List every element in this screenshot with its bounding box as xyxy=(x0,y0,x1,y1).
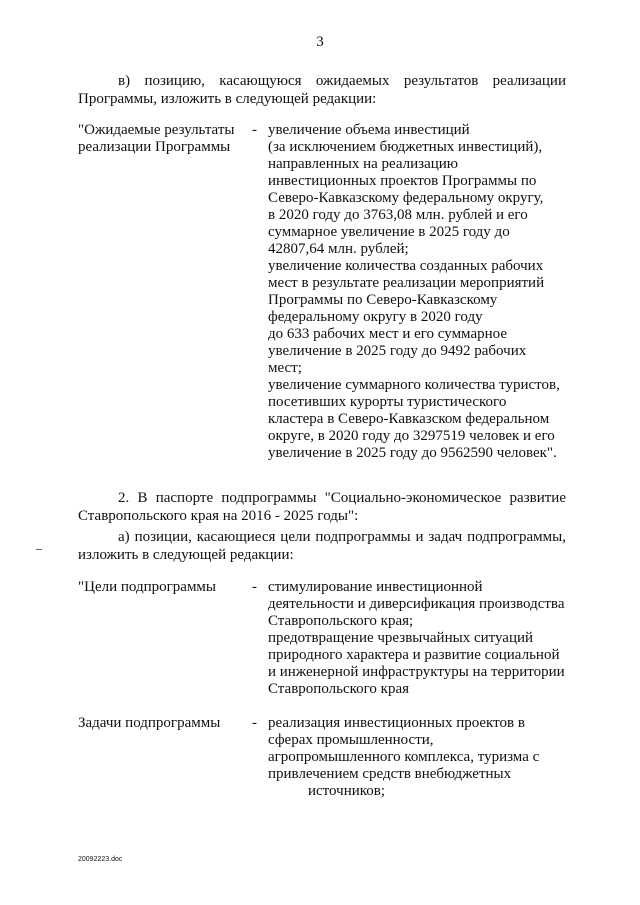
value-line: увеличение в 2025 году до 9492 рабочих xyxy=(268,343,527,359)
value-line: увеличение в 2025 году до 9562590 человек". xyxy=(268,445,557,461)
paragraph-v xyxy=(78,72,566,108)
value-line: деятельности и диверсификация производства xyxy=(268,596,565,612)
dash-separator: - xyxy=(252,122,257,138)
block-value xyxy=(268,715,578,800)
value-line: источников; xyxy=(308,783,386,799)
value-line: природного характера и развитие социальной xyxy=(268,647,560,663)
page-number: 3 xyxy=(316,34,324,50)
value-line: сферах промышленности, xyxy=(268,732,434,748)
paragraph-line: а) позиции, касающиеся цели подпрограммы и задач подпрограммы, xyxy=(118,529,566,545)
block-value xyxy=(268,122,578,462)
value-line: реализация инвестиционных проектов в xyxy=(268,715,525,731)
value-line: кластера в Северо-Кавказском федеральном xyxy=(268,411,550,427)
value-line: Северо-Кавказскому федеральному округу, xyxy=(268,190,544,206)
label-line: "Цели подпрограммы xyxy=(78,579,217,595)
goals-block xyxy=(78,579,578,704)
value-line: мест; xyxy=(268,360,302,376)
label-line: реализации Программы xyxy=(78,139,231,155)
value-line: федеральному округу в 2020 году xyxy=(268,309,483,325)
file-code-footer: 20092223.doc xyxy=(78,856,123,863)
dash-separator: - xyxy=(252,715,257,731)
label-line: Задачи подпрограммы xyxy=(78,715,221,731)
value-line: до 633 рабочих мест и его суммарное xyxy=(268,326,507,342)
block-label xyxy=(78,715,248,732)
value-line: инвестиционных проектов Программы по xyxy=(268,173,537,189)
value-line: привлечением средств внебюджетных xyxy=(268,766,512,782)
value-line: увеличение объема инвестиций xyxy=(268,122,470,138)
paragraph-line: в) позицию, касающуюся ожидаемых результатов реализации xyxy=(118,73,566,89)
value-line: агропромышленного комплекса, туризма с xyxy=(268,749,540,765)
block-label xyxy=(78,122,248,156)
dash-separator: - xyxy=(252,579,257,595)
paragraph-line: Программы, изложить в следующей редакции: xyxy=(78,91,377,107)
paragraph-a xyxy=(78,528,566,564)
paragraph-2 xyxy=(78,489,566,525)
value-line: 42807,64 млн. рублей; xyxy=(268,241,409,257)
value-line: в 2020 году до 3763,08 млн. рублей и его xyxy=(268,207,528,223)
value-line: увеличение количества созданных рабочих xyxy=(268,258,544,274)
value-line: и инженерной инфраструктуры на территории xyxy=(268,664,565,680)
value-line: предотвращение чрезвычайных ситуаций xyxy=(268,630,534,646)
label-line: "Ожидаемые результаты xyxy=(78,122,235,138)
paragraph-line: 2. В паспорте подпрограммы "Социально-экономическое развитие xyxy=(118,490,566,506)
paragraph-line: Ставропольского края на 2016 - 2025 годы": xyxy=(78,508,359,524)
value-line: округе, в 2020 году до 3297519 человек и его xyxy=(268,428,555,444)
value-line: стимулирование инвестиционной xyxy=(268,579,483,595)
block-value xyxy=(268,579,578,698)
value-line: посетивших курорты туристического xyxy=(268,394,507,410)
value-line: (за исключением бюджетных инвестиций), xyxy=(268,139,543,155)
value-line: Ставропольского края; xyxy=(268,613,414,629)
tasks-block xyxy=(78,715,578,805)
value-line: увеличение суммарного количества туристов, xyxy=(268,377,560,393)
margin-mark xyxy=(36,549,42,550)
value-line: суммарное увеличение в 2025 году до xyxy=(268,224,510,240)
paragraph-line: изложить в следующей редакции: xyxy=(78,547,294,563)
value-line: Ставропольского края xyxy=(268,681,409,697)
value-line: Программы по Северо-Кавказскому xyxy=(268,292,498,308)
value-line: мест в результате реализации мероприятий xyxy=(268,275,545,291)
value-line: направленных на реализацию xyxy=(268,156,459,172)
block-label xyxy=(78,579,248,596)
expected-results-block xyxy=(78,122,578,467)
